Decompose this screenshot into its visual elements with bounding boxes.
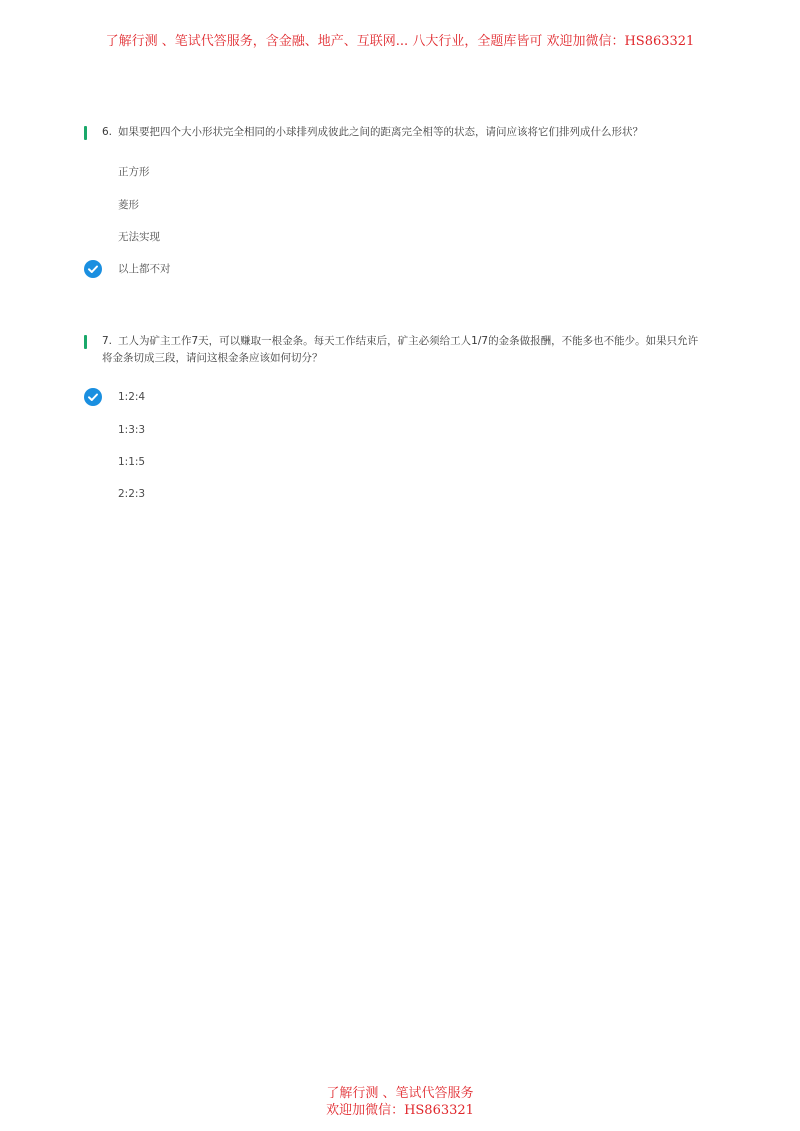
check-circle-icon (84, 260, 102, 278)
option-square[interactable] (84, 163, 484, 181)
option-label: 1:2:4 (118, 391, 146, 403)
option-1-3-3[interactable] (84, 421, 484, 439)
option-label: 2:2:3 (118, 488, 146, 500)
option-label: 以上都不对 (118, 263, 171, 275)
question-number: 6. (102, 126, 113, 138)
option-label: 无法实现 (118, 231, 160, 243)
check-circle-icon (84, 388, 102, 406)
option-impossible[interactable] (84, 228, 484, 246)
option-2-2-3[interactable] (84, 485, 484, 503)
question-text (102, 124, 704, 141)
question-number: 7. (102, 335, 113, 347)
option-label: 菱形 (118, 199, 139, 211)
option-1-2-4[interactable] (84, 388, 484, 406)
question-accent-bar (84, 126, 87, 140)
option-1-1-5[interactable] (84, 453, 484, 471)
question-text (102, 333, 704, 367)
option-label: 1:1:5 (118, 456, 146, 468)
footer-line-1: 了解行测 、笔试代答服务 (326, 1086, 474, 1101)
option-rhombus[interactable] (84, 196, 484, 214)
option-label: 1:3:3 (118, 424, 146, 436)
option-label: 正方形 (118, 166, 150, 178)
question-6 (84, 124, 704, 284)
header-banner: 了解行测 、笔试代答服务，含金融、地产、互联网... 八大行业，全题库皆可 欢迎加微信：HS863321 (105, 34, 695, 49)
question-7 (84, 333, 704, 513)
footer-line-2: 欢迎加微信：HS863321 (326, 1103, 474, 1118)
question-body: 工人为矿主工作7天，可以赚取一根金条。每天工作结束后，矿主必须给工人1/7的金条做报酬，不能多也不能少。如果只允许将金条切成三段，请问这根金条应该如何切分？ (102, 335, 699, 364)
option-none-of-above[interactable] (84, 260, 484, 278)
footer-banner (0, 1085, 800, 1119)
question-body: 如果要把四个大小形状完全相同的小球排列成彼此之间的距离完全相等的状态，请问应该将它们排列成什么形状？ (118, 126, 643, 138)
question-accent-bar (84, 335, 87, 349)
